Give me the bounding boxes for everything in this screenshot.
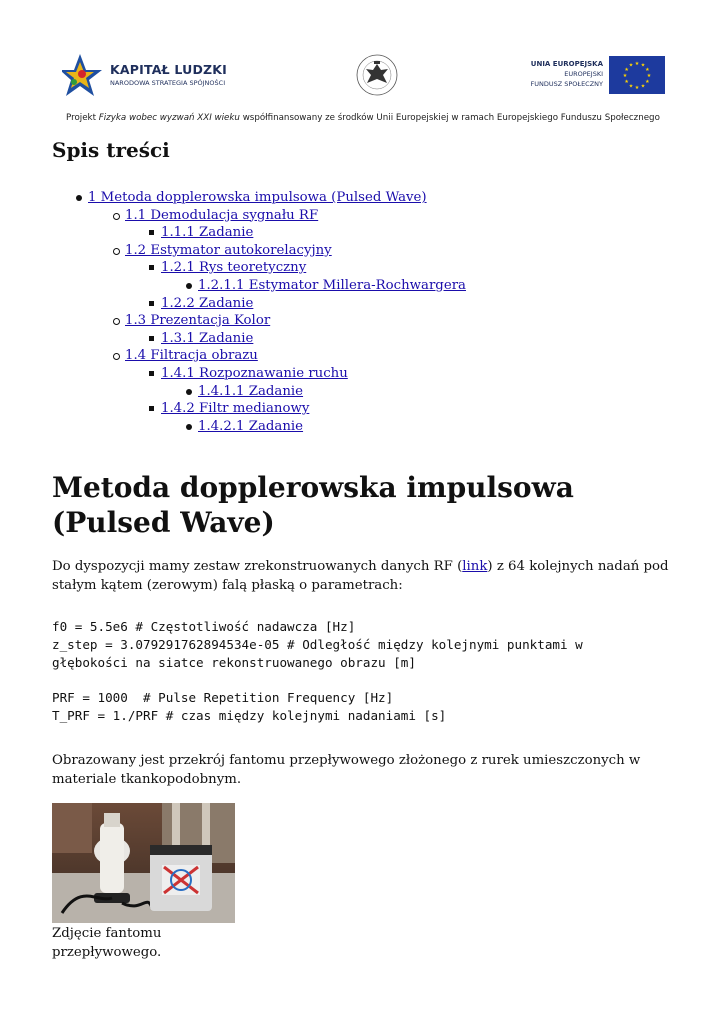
toc-item <box>52 242 466 260</box>
intro-text-before: Do dyspozycji mamy zestaw zrekonstruowanych danych RF ( <box>52 559 463 574</box>
disc-bullet-icon <box>76 195 82 201</box>
eu-star-icon: ★ <box>622 73 628 79</box>
circle-bullet-icon <box>113 213 120 220</box>
eu-star-icon: ★ <box>628 83 634 90</box>
toc-link[interactable]: 1.1 Demodulacja sygnału RF <box>125 207 319 223</box>
intro-paragraph <box>52 558 672 595</box>
eu-star-icon: ★ <box>646 73 652 79</box>
toc-link[interactable]: 1.4.2.1 Zadanie <box>198 418 304 434</box>
toc-link[interactable]: 1.2.2 Zadanie <box>161 295 254 311</box>
project-name: Fizyka wobec wyzwań XXI wieku <box>98 113 240 123</box>
toc-item <box>52 312 466 330</box>
project-line <box>66 113 660 123</box>
data-link[interactable]: link <box>462 559 488 574</box>
square-bullet-icon <box>149 301 154 306</box>
toc-item <box>52 365 466 383</box>
eu-star-icon: ★ <box>624 79 629 85</box>
circle-bullet-icon <box>113 248 120 255</box>
toc-link[interactable]: 1.4 Filtracja obrazu <box>125 348 258 364</box>
eu-flag-icon <box>609 56 665 94</box>
kapital-ludzki-title: KAPITAŁ LUDZKI <box>110 62 228 77</box>
photo-caption: Zdjęcie fantomu przepływowego. <box>52 926 162 960</box>
eu-line-2: EUROPEJSKI <box>564 70 603 78</box>
section-heading: Metoda dopplerowska impulsowa (Pulsed Wave) <box>52 471 574 539</box>
eu-star-icon: ★ <box>640 83 646 90</box>
toc-link[interactable]: 1.1.1 Zadanie <box>161 225 254 241</box>
eu-line-3: FUNDUSZ SPOŁECZNY <box>530 80 603 88</box>
kapital-ludzki-star-icon <box>62 50 108 100</box>
toc-item <box>52 259 466 277</box>
phantom-photo <box>52 803 235 923</box>
circle-bullet-icon <box>113 318 120 325</box>
toc-link[interactable]: 1.2 Estymator autokorelacyjny <box>125 242 332 258</box>
square-bullet-icon <box>149 406 154 411</box>
university-warsaw-seal <box>354 52 400 98</box>
eu-star-icon: ★ <box>628 62 634 69</box>
kapital-ludzki-subtitle: NARODOWA STRATEGIA SPÓJNOŚCI <box>110 79 226 87</box>
project-suffix: współfinansowany ze środków Unii Europejskiej w ramach Europejskiego Funduszu Społecznego <box>242 113 660 123</box>
toc-link[interactable]: 1.4.2 Filtr medianowy <box>161 401 310 417</box>
toc-link[interactable]: 1 Metoda dopplerowska impulsowa (Pulsed Wave) <box>88 190 427 205</box>
toc-item <box>52 295 466 313</box>
disc-bullet-icon <box>186 424 192 430</box>
phantom-description: Obrazowany jest przekrój fantomu przepływowego złożonego z rurek umieszczonych w materiale tkankopodobnym. <box>52 753 641 787</box>
eu-star-icon: ★ <box>634 61 640 67</box>
toc-link[interactable]: 1.3.1 Zadanie <box>161 330 254 346</box>
toc-item <box>52 224 466 242</box>
toc-title: Spis treści <box>52 138 170 162</box>
eu-logo <box>505 56 665 96</box>
toc-item <box>52 383 466 401</box>
eu-star-icon: ★ <box>624 67 629 73</box>
eu-star-icon: ★ <box>640 62 646 69</box>
kapital-ludzki-logo <box>62 50 242 100</box>
toc-item <box>52 418 466 436</box>
intro-text-after: ) z 64 kolejnych nadań pod stałym kątem (zerowym) falą płaską o parametrach: <box>52 559 669 593</box>
toc-item <box>52 330 466 348</box>
eu-star-icon: ★ <box>634 85 640 91</box>
toc-item <box>52 277 466 295</box>
toc-item <box>52 207 466 225</box>
parameters-code-block: f0 = 5.5e6 # Częstotliwość nadawcza [Hz] z_step = 3.079291762894534e-05 # Odległość między kolejnymi punktami w głębokości na siatce rekonstruowanego obrazu [m] PRF = 1000 # Pulse Repetition Frequency [Hz] T_PRF = 1./PRF # czas między kolejnymi nadaniami [s] <box>52 619 583 723</box>
toc-item <box>52 400 466 418</box>
toc-link[interactable]: 1.4.1.1 Zadanie <box>198 383 304 399</box>
eagle-seal-icon <box>354 52 400 98</box>
eu-star-icon: ★ <box>645 67 650 73</box>
circle-bullet-icon <box>113 353 120 360</box>
toc-link[interactable]: 1.2.1 Rys teoretyczny <box>161 260 307 276</box>
square-bullet-icon <box>149 230 154 235</box>
square-bullet-icon <box>149 336 154 341</box>
toc-link[interactable]: 1.2.1.1 Estymator Millera-Rochwargera <box>198 277 466 293</box>
square-bullet-icon <box>149 371 154 376</box>
toc-item <box>52 189 466 207</box>
page-header <box>0 40 725 130</box>
toc-link[interactable]: 1.4.1 Rozpoznawanie ruchu <box>161 365 348 381</box>
project-prefix: Projekt <box>66 113 96 123</box>
phantom-photo-image <box>52 803 235 923</box>
square-bullet-icon <box>149 265 154 270</box>
eu-title: UNIA EUROPEJSKA <box>530 60 603 68</box>
disc-bullet-icon <box>186 389 192 395</box>
eu-star-icon: ★ <box>645 79 650 85</box>
table-of-contents <box>52 189 466 435</box>
toc-link[interactable]: 1.3 Prezentacja Kolor <box>125 313 271 329</box>
disc-bullet-icon <box>186 283 192 289</box>
toc-item <box>52 347 466 365</box>
